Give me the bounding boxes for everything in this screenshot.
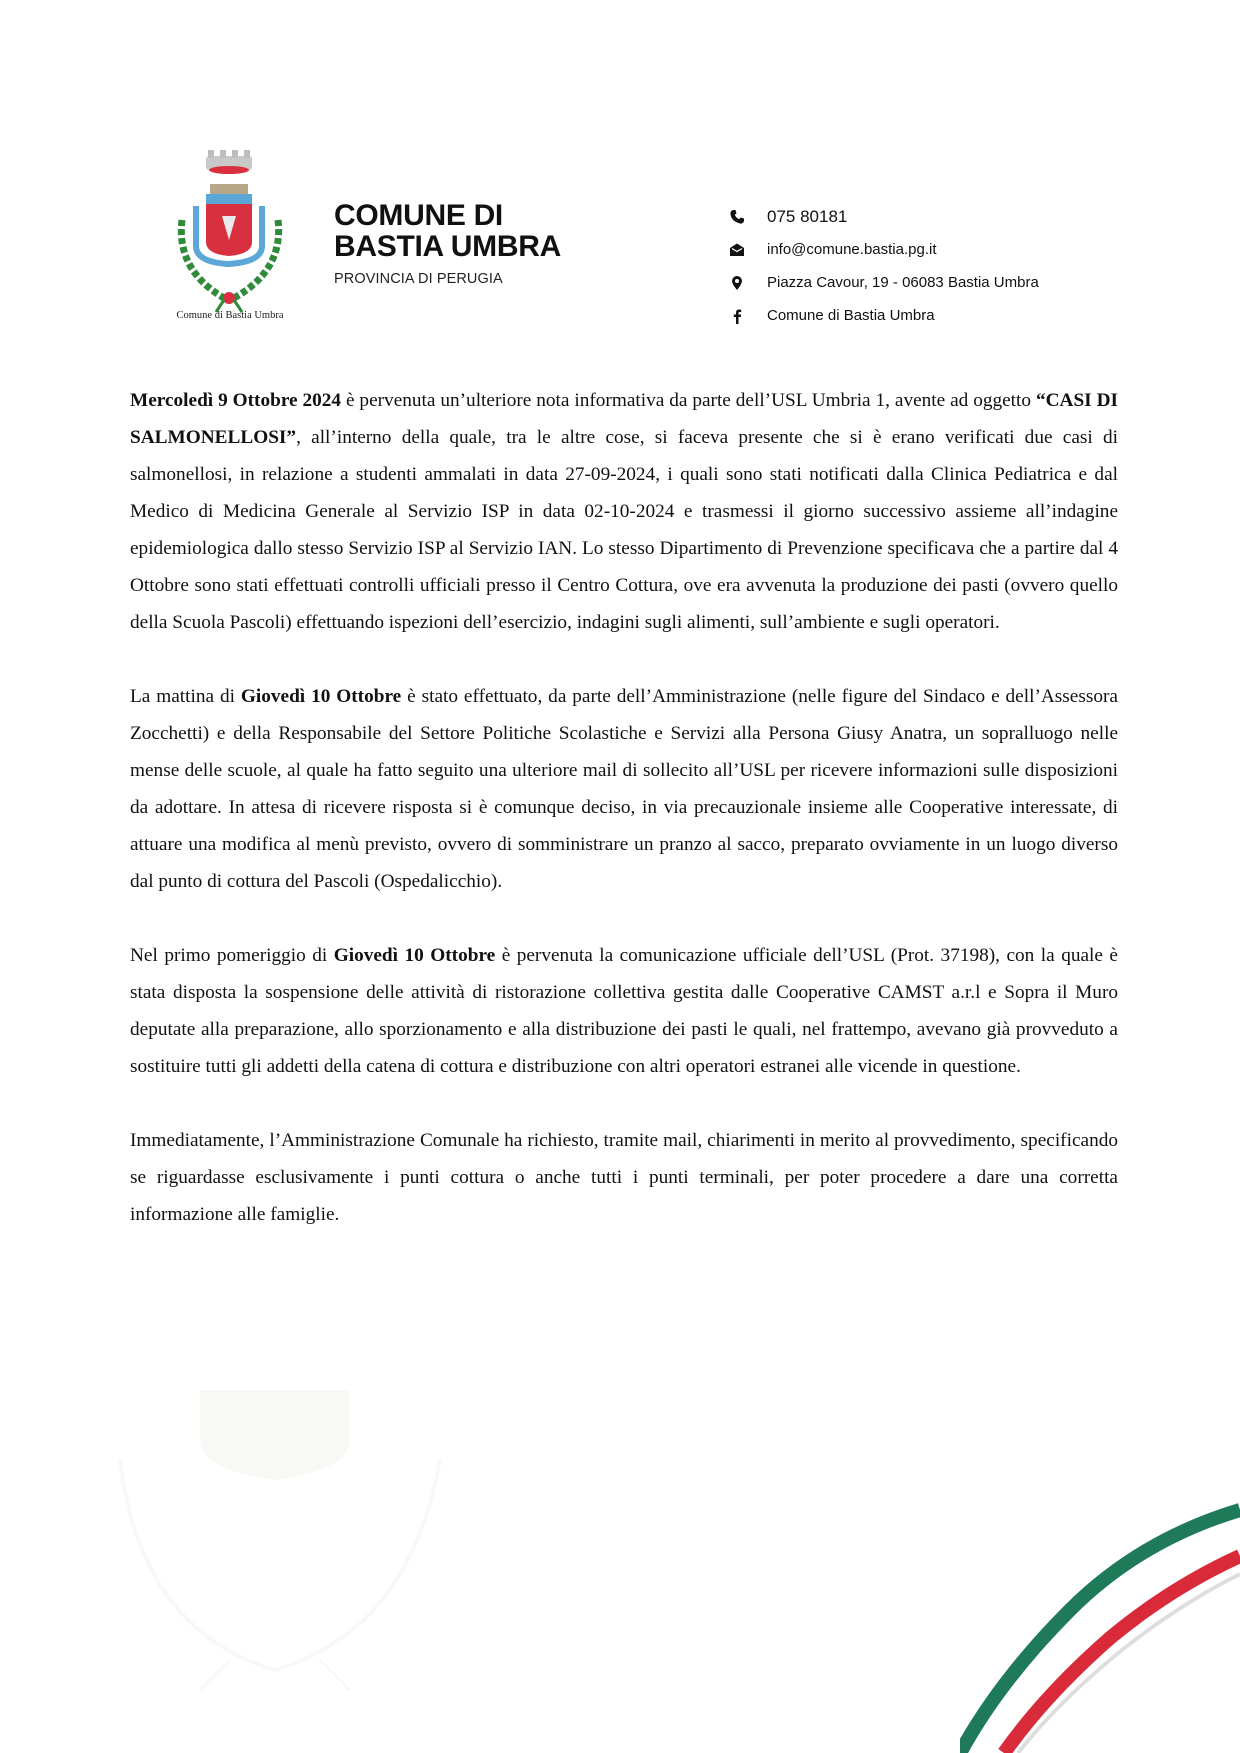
contact-email bbox=[728, 233, 1039, 266]
facebook-icon bbox=[728, 307, 746, 325]
contact-address-text: Piazza Cavour, 19 - 06083 Bastia Umbra bbox=[767, 274, 1039, 291]
paragraph-text: è pervenuta un’ulteriore nota informativa da parte dell’USL Umbria 1, avente ad oggetto bbox=[341, 390, 1036, 411]
contact-facebook-text: Comune di Bastia Umbra bbox=[767, 307, 935, 324]
paragraph-text: Nel primo pomeriggio di bbox=[130, 945, 334, 966]
letterhead bbox=[0, 0, 1240, 340]
paragraph-text: Immediatamente, l’Amministrazione Comunale ha richiesto, tramite mail, chiarimenti in merito al provvedimento, specificando se riguardasse esclusivamente i punti cottura o anche tutti i punti terminali, per poter procedere a dare una corretta informazione alle famiglie. bbox=[130, 1130, 1118, 1225]
contact-facebook bbox=[728, 299, 1039, 332]
paragraph-text: , all’interno della quale, tra le altre cose, si faceva presente che si è erano verificati due casi di salmonellosi, in relazione a studenti ammalati in data 27-09-2024, i quali sono stati notificati dalla Clinica Pediatrica e dal Medico di Medicina Generale al Servizio ISP in data 02-10-2024 e trasmessi il giorno successivo assieme all’indagine epidemiologica dallo stesso Servizio ISP al Servizio IAN. Lo stesso Dipartimento di Prevenzione specificava che a partire dal 4 Ottobre sono stati effettuati controlli ufficiali presso il Centro Cottura, ove era avvenuta la produzione dei pasti (ovvero quello della Scuola Pascoli) effettuando ispezioni dell’esercizio, indagini sugli alimenti, sull’ambiente e sugli operatori. bbox=[130, 427, 1118, 633]
italian-flag-ribbon-icon bbox=[960, 1470, 1240, 1753]
organization-block bbox=[334, 200, 561, 287]
paragraph-2 bbox=[130, 678, 1118, 900]
phone-icon bbox=[728, 208, 746, 226]
paragraph-1 bbox=[130, 382, 1118, 641]
org-name-line1: COMUNE DI bbox=[334, 199, 503, 232]
subject-highlight: “CASI DI SALMONELLOSI” bbox=[130, 390, 1119, 448]
crest-watermark-icon bbox=[100, 1370, 460, 1690]
date-highlight: Giovedì 10 Ottobre bbox=[240, 686, 402, 707]
org-name-line2: BASTIA UMBRA bbox=[334, 230, 561, 263]
paragraph-text: La mattina di bbox=[130, 686, 241, 707]
contact-phone bbox=[728, 200, 1039, 233]
paragraph-text: è stato effettuato, da parte dell’Amministrazione (nelle figure del Sindaco e dell’Assessora Zocchetti) e della Responsabile del Settore Politiche Scolastiche e Servizi alla Persona Giusy Anatra, un sopralluogo nelle mense delle scuole, al quale ha fatto seguito una ulteriore mail di sollecito all’USL per ricevere informazioni sulle disposizioni da adottare. In attesa di ricevere risposta si è comunque deciso, in via precauzionale insieme alle Cooperative interessate, di attuare una modifica al menù previsto, ovvero di somministrare un pranzo al sacco, preparato ovviamente in un luogo diverso dal punto di cottura del Pascoli (Ospedalicchio). bbox=[130, 686, 1118, 892]
contact-phone-text: 075 80181 bbox=[767, 206, 848, 226]
date-highlight: Giovedì 10 Ottobre bbox=[333, 945, 496, 966]
paragraph-text: è pervenuta la comunicazione ufficiale dell’USL (Prot. 37198), con la quale è stata disposta la sospensione delle attività di ristorazione collettiva gestita dalle Cooperative CAMST a.r.l e Sopra il Muro deputate alla preparazione, allo sporzionamento e alla distribuzione dei pasti le quali, nel frattempo, avevano già provveduto a sostituire tutti gli addetti della catena di cottura e distribuzione con altri operatori estranei alle vicende in questione. bbox=[130, 945, 1118, 1077]
contact-address bbox=[728, 266, 1039, 299]
coat-of-arms-icon bbox=[168, 150, 294, 320]
location-pin-icon bbox=[728, 274, 746, 292]
contact-list bbox=[728, 200, 1039, 332]
contact-email-text: info@comune.bastia.pg.it bbox=[767, 241, 937, 258]
email-icon bbox=[728, 241, 746, 259]
crest-caption: Comune di Bastia Umbra bbox=[176, 310, 284, 321]
paragraph-4 bbox=[130, 1122, 1118, 1233]
date-highlight: Mercoledì 9 Ottobre 2024 bbox=[130, 390, 342, 411]
paragraph-3 bbox=[130, 937, 1118, 1085]
document-body bbox=[130, 382, 1118, 1270]
province-label: PROVINCIA DI PERUGIA bbox=[334, 271, 503, 287]
